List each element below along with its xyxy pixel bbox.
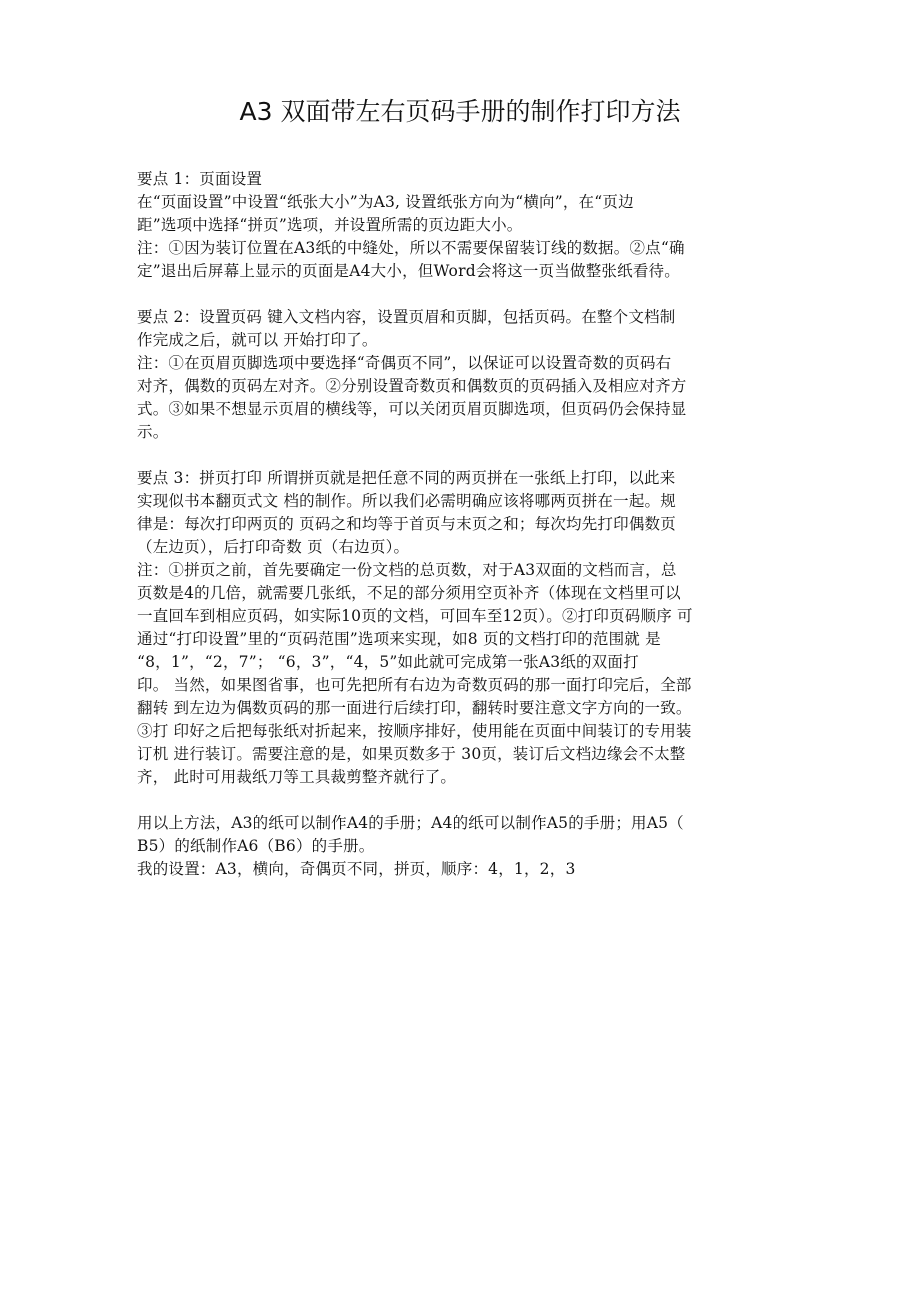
note-line: 翻转 到左边为偶数页码的那一面进行后续打印，翻转时要注意文字方向的一致。 — [137, 699, 692, 717]
paragraph-line: 距”选项中选择“拼页”选项，并设置所需的页边距大小。 — [137, 216, 523, 234]
section-4 — [137, 812, 797, 881]
section-heading: 要点 1：页面设置 — [137, 170, 263, 188]
document-body — [137, 168, 797, 881]
settings-line: 我的设置：A3，横向，奇偶页不同，拼页，顺序：4，1，2，3 — [137, 860, 576, 878]
note-line: “8，1”，“2，7”； “6，3”，“4，5”如此就可完成第一张A3纸的双面打 — [137, 653, 639, 671]
section-3 — [137, 467, 797, 789]
document-title: A3 双面带左右页码手册的制作打印方法 — [239, 97, 681, 126]
note-line: 式。③如果不想显示页眉的横线等，可以关闭页眉页脚选项，但页码仍会保持显 — [137, 400, 687, 418]
note-line: 印。 当然，如果图省事，也可先把所有右边为奇数页码的那一面打印完后，全部 — [137, 676, 692, 694]
paragraph-line: 实现似书本翻页式文 档的制作。所以我们必需明确应该将哪两页拼在一起。规 — [137, 492, 676, 510]
paragraph-gap — [137, 283, 797, 306]
section-heading: 要点 2：设置页码 键入文档内容，设置页眉和页脚，包括页码。在整个文档制 — [137, 308, 676, 326]
note-line: 注：①拼页之前，首先要确定一份文档的总页数，对于A3双面的文档而言，总 — [137, 561, 677, 579]
note-line: 页数是4的几倍，就需要几张纸，不足的部分须用空页补齐（体现在文档里可以 — [137, 584, 681, 602]
paragraph-gap — [137, 444, 797, 467]
note-line: 定”退出后屏幕上显示的页面是A4大小，但Word会将这一页当做整张纸看待。 — [137, 262, 680, 280]
paragraph-line: 用以上方法，A3的纸可以制作A4的手册；A4的纸可以制作A5的手册；用A5（ — [137, 814, 684, 832]
section-1 — [137, 168, 797, 283]
section-heading: 要点 3：拼页打印 所谓拼页就是把任意不同的两页拼在一张纸上打印，以此来 — [137, 469, 676, 487]
note-line: 通过“打印设置”里的“页码范围”选项来实现，如8 页的文档打印的范围就 是 — [137, 630, 661, 648]
paragraph-line: 在“页面设置”中设置“纸张大小”为A3, 设置纸张方向为“横向”，在“页边 — [137, 193, 634, 211]
paragraph-line: 律是：每次打印两页的 页码之和均等于首页与末页之和；每次均先打印偶数页 — [137, 515, 676, 533]
note-line: 注：①在页眉页脚选项中要选择“奇偶页不同”，以保证可以设置奇数的页码右 — [137, 354, 672, 372]
section-2 — [137, 306, 797, 444]
note-line: 对齐，偶数的页码左对齐。②分别设置奇数页和偶数页的页码插入及相应对齐方 — [137, 377, 687, 395]
paragraph-line: （左边页），后打印奇数 页（右边页）。 — [137, 538, 410, 556]
paragraph-line: B5）的纸制作A6（B6）的手册。 — [137, 837, 375, 855]
note-line: 注：①因为装订位置在A3纸的中缝处，所以不需要保留装订线的数据。②点“确 — [137, 239, 685, 257]
note-line: 示。 — [137, 423, 169, 441]
note-line: ③打 印好之后把每张纸对折起来，按顺序排好，使用能在页面中间装订的专用装 — [137, 722, 692, 740]
paragraph-gap — [137, 789, 797, 812]
note-line: 订机 进行装订。需要注意的是，如果页数多于 30页，装订后文档边缘会不太整 — [137, 745, 686, 763]
note-line: 齐， 此时可用裁纸刀等工具裁剪整齐就行了。 — [137, 768, 457, 786]
note-line: 一直回车到相应页码，如实际10页的文档，可回车至12页）。②打印页码顺序 可 — [137, 607, 693, 625]
paragraph-line: 作完成之后，就可以 开始打印了。 — [137, 331, 378, 349]
